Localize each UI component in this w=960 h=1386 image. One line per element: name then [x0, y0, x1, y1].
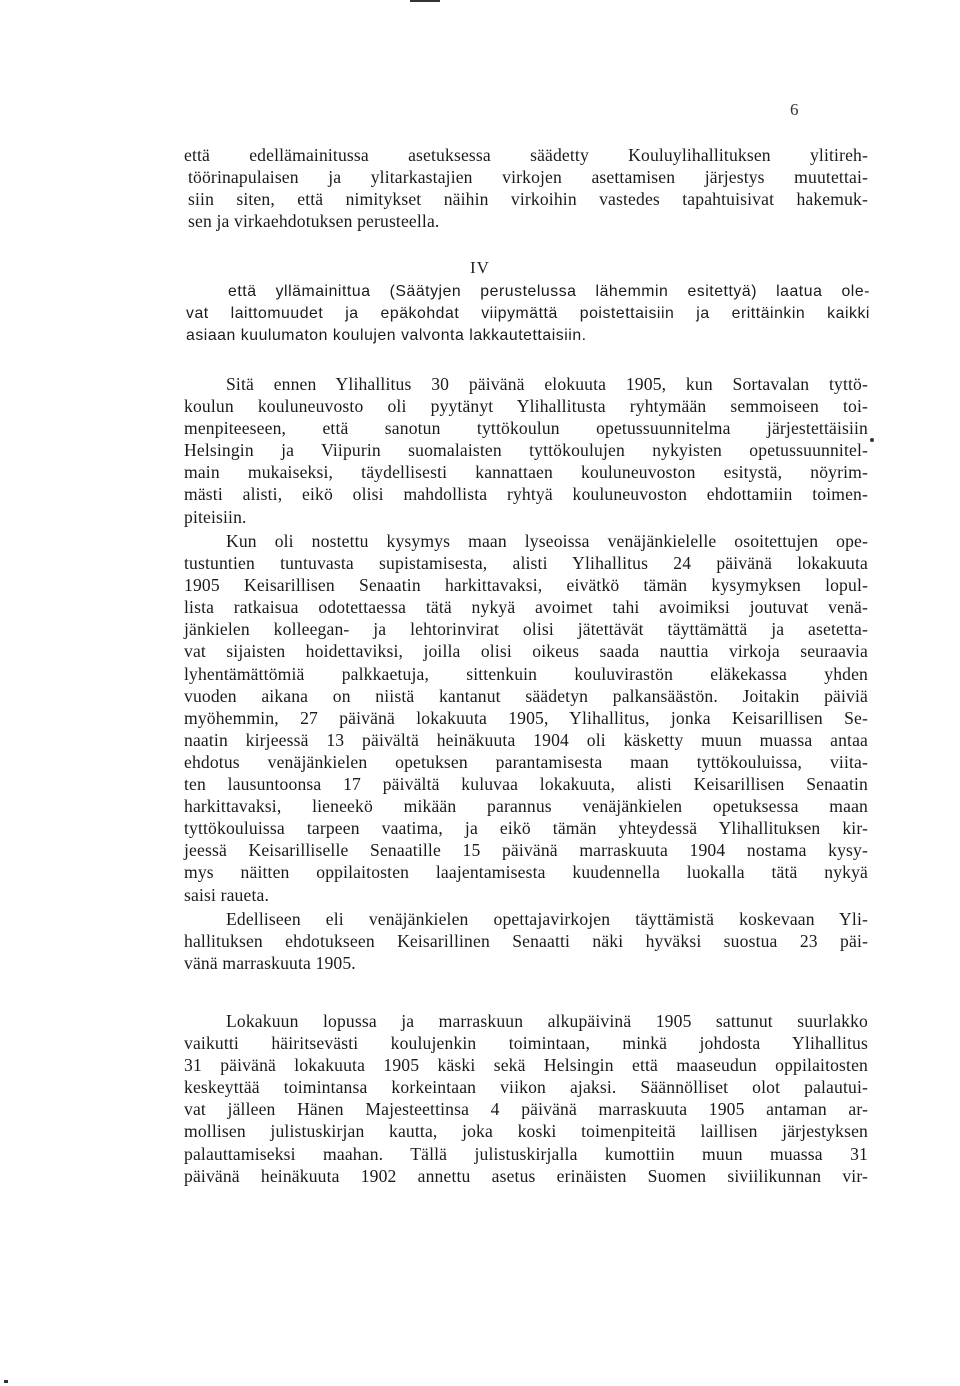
text-line: lista ratkaisua odotettaessa tätä nykyä avoimet tahi avoimiksi joutuvat venä- — [184, 597, 868, 618]
text-line: ehdotus venäjänkielen opetuksen parantamisesta maan tyttökouluissa, viita- — [184, 751, 868, 772]
text-line: mästi alisti, eikö olisi mahdollista ryhtyä kouluneuvoston ehdottamiin toimen- — [184, 484, 868, 505]
paragraph-general-strike — [184, 1010, 868, 1187]
text-line: 1905 Keisarillisen Senaatin harkittavaksi, eivätkö tämän kysymyksen lopul- — [184, 575, 868, 596]
text-line: 31 päivänä lokakuuta 1905 käski sekä Helsingin että maaseudun oppilaitosten — [184, 1055, 868, 1076]
paragraph-russian-teaching — [184, 530, 868, 906]
text-line: että yllämainittua (Säätyjen perustelussa lähemmin esitettyä) laatua ole- — [228, 283, 870, 300]
text-line: Helsingin ja Viipurin suomalaisten tyttökoulujen nykyisten opetussuunnitel- — [184, 440, 868, 461]
text-line: vuoden aikana on niistä kantanut säädetyn palkansäästön. Joitakin päiviä — [184, 685, 868, 706]
section-heading: IV — [470, 258, 490, 277]
text-line: mollisen julistuskirjan kautta, joka koski toimenpiteitä laillisen järjestyksen — [184, 1121, 868, 1142]
paragraph-senate-approval — [184, 908, 868, 974]
text-line: Kun oli nostettu kysymys maan lyseoissa venäjänkielelle osoitettujen ope- — [226, 531, 868, 551]
text-line: vat laittomuudet ja epäkohdat viipymättä poistettaisiin ja erittäinkin kaikki — [186, 305, 870, 323]
scan-mark-right — [870, 438, 874, 442]
text-line: Sitä ennen Ylihallitus 30 päivänä elokuuta 1905, kun Sortavalan tyttö- — [226, 374, 868, 394]
page-number: 6 — [790, 100, 799, 119]
text-line: koulun kouluneuvosto oli pyytänyt Ylihallitusta ryhtymään semmoiseen toi- — [184, 396, 868, 417]
text-line: asiaan kuulumaton koulujen valvonta lakkautettaisiin. — [186, 327, 587, 345]
text-line: siin siten, että nimitykset näihin virkoihin vastedes tapahtuisivat hakemuk- — [188, 189, 868, 210]
text-line: Edelliseen eli venäjänkielen opettajavirkojen täyttämistä koskevaan Yli- — [226, 909, 868, 929]
text-line: Lokakuun lopussa ja marraskuun alkupäivinä 1905 sattunut suurlakko — [226, 1011, 868, 1031]
text-line: vaikutti häiritsevästi koulujenkin toimintaan, minkä johdosta Ylihallitus — [184, 1033, 868, 1054]
clause-iii-continuation — [184, 144, 868, 232]
text-line: myöhemmin, 27 päivänä lokakuuta 1905, Ylihallitus, jonka Keisarillisen Se- — [184, 707, 868, 728]
text-line: tustuntien tuntuvasta supistamisesta, alisti Ylihallitus 24 päivänä lokakuuta — [184, 553, 868, 574]
paragraph-sortavala — [184, 373, 868, 528]
text-line: keskeyttää toimintansa korkeintaan viikon ajaksi. Säännölliset olot palautui- — [184, 1077, 868, 1098]
text-line: saisi raueta. — [184, 884, 269, 905]
text-line: ten lausuntoonsa 17 päivältä kuluvaa lokakuuta, alisti Keisarillisen Senaatin — [184, 774, 868, 795]
text-line: palauttamiseksi maahan. Tällä julistuskirjalla kumottiin muun muassa 31 — [184, 1143, 868, 1164]
text-line: main mukaiseksi, täydellisesti kannattaen kouluneuvoston esitystä, nöyrim- — [184, 462, 868, 483]
text-line: sen ja virkaehdotuksen perusteella. — [188, 211, 440, 232]
text-line: tyttökouluissa tarpeen vaatima, ja eikö tämän yhteydessä Ylihallituksen kir- — [184, 818, 868, 839]
text-line: jänkielen kolleegan- ja lehtorinvirat olisi jätettävät täyttämättä ja asetetta- — [184, 619, 868, 640]
text-line: että edellämainitussa asetuksessa säädetty Kouluylihallituksen ylitireh- — [184, 145, 868, 165]
text-line: töörinapulaisen ja ylitarkastajien virkojen asettamisen järjestys muutettai- — [188, 167, 868, 188]
scan-mark-top — [410, 0, 440, 2]
text-line: vänä marraskuuta 1905. — [184, 953, 356, 974]
text-line: päivänä heinäkuuta 1902 annettu asetus erinäisten Suomen siviilikunnan vir- — [184, 1165, 868, 1186]
text-line: jeessä Keisarilliselle Senaatille 15 päivänä marraskuuta 1904 nostama kysy- — [184, 840, 868, 861]
text-line: vat jälleen Hänen Majesteettinsa 4 päivänä marraskuuta 1905 antaman ar- — [184, 1099, 868, 1120]
scan-mark-left — [4, 1380, 8, 1383]
text-line: piteisiin. — [184, 506, 247, 527]
text-line: menpiteeseen, että sanotun tyttökoulun opetussuunnitelma järjestettäisiin — [184, 418, 868, 439]
text-line: harkittavaksi, lieneekö mikään parannus venäjänkielen opetuksessa maan — [184, 796, 868, 817]
text-line: mys näitten oppilaitosten laajentamisesta kuudennella luokalla tätä nykyä — [184, 862, 868, 883]
text-line: vat sijaisten hoidettaviksi, joilla olisi oikeus saada nauttia virkoja seuraavia — [184, 641, 868, 662]
text-line: naatin kirjeessä 13 päivältä heinäkuuta 1904 oli käsketty muun muassa antaa — [184, 729, 868, 750]
text-line: hallituksen ehdotukseen Keisarillinen Senaatti näki hyväksi suostua 23 päi- — [184, 931, 868, 952]
text-line: lyhentämättömiä palkkaetuja, sittenkuin kouluvirastön eläkekassa yhden — [184, 663, 868, 684]
clause-iv — [186, 281, 870, 347]
